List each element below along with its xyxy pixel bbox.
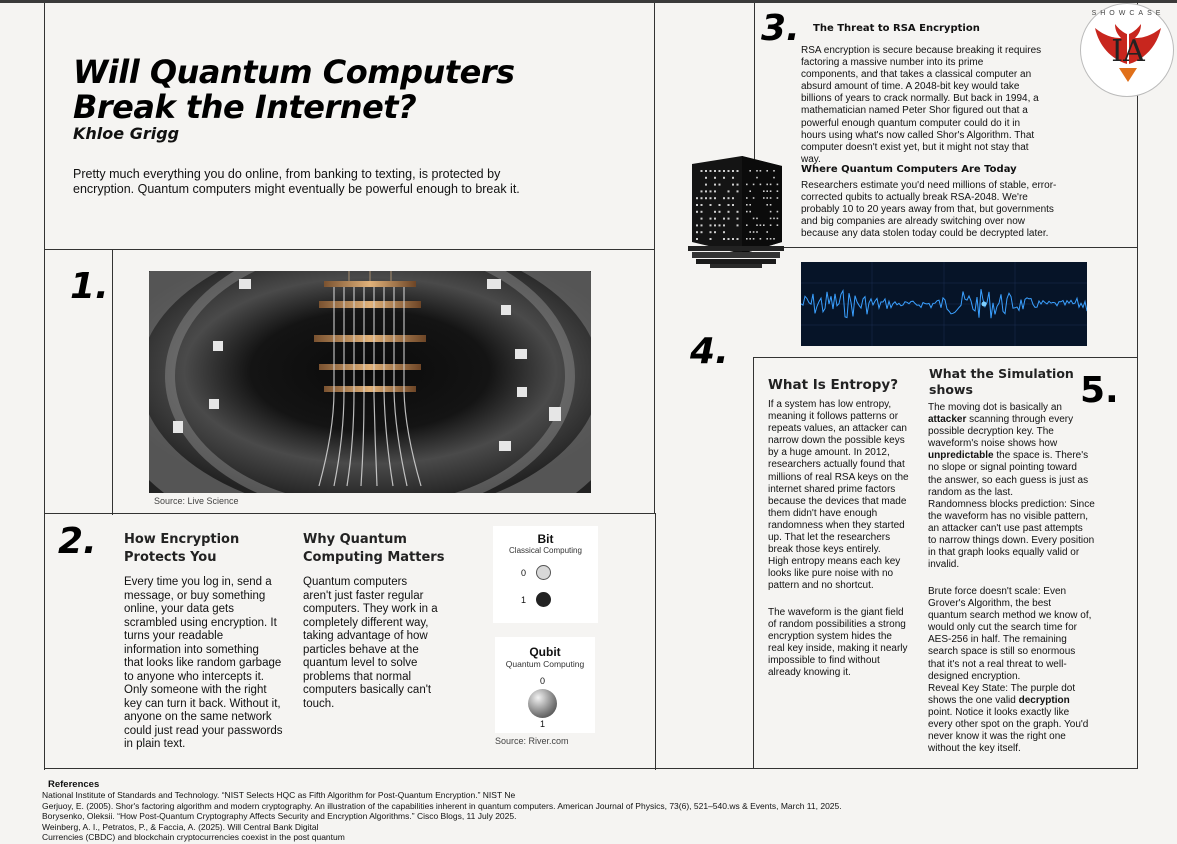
body-line: powerful enough quantum computer could do it in [801,117,1021,129]
divider [44,3,45,513]
section2-col1-body [124,576,296,752]
photo-caption: Source: Live Science [154,496,239,506]
title-line-2: Break the Internet? [73,88,417,126]
section-number-1: 1. [70,266,109,307]
body-line: Researchers estimate you'd need millions of stable, error- [801,180,1057,191]
body-line: and big companies are already switching over now [801,216,1026,228]
body-line: looks like pure noise with no [768,568,894,580]
body-line: If a system has low entropy, [768,399,892,410]
section4-heading: What Is Entropy? [768,377,899,393]
reference-item: Currencies (CBDC) and blockchain cryptocurrencies coexist in the post quantum [42,832,345,842]
body-line: anyone on the same network [124,711,272,723]
body-line: computers basically can't [303,684,432,696]
divider [44,249,655,250]
title-line-1: Will Quantum Computers [73,53,515,91]
body-line: researchers actually found that [768,459,905,471]
body-line: Grover's Algorithm, the best [928,598,1052,610]
body-line: already knowing it. [768,667,851,679]
intro-text: Pretty much everything you do online, from banking to texting, is protected by encryption. Quantum computers might eventually be powerful enough to break it. [73,167,520,196]
top-edge [0,0,1177,3]
qubit-zero-label: 0 [540,676,546,686]
divider [654,3,655,513]
body-line: key can turn it back. Without it, [124,697,281,710]
body-line: them didn't have enough [768,507,878,519]
bit-zero-dot [536,565,551,580]
body-line: hours using what's now called Shor's Algorithm. That [801,129,1035,141]
attacker-dot [982,302,987,307]
body-line: completely different way, [303,616,429,629]
section3-heading: The Threat to RSA Encryption [813,23,980,34]
body-line: the answer, so each guess is just as [928,474,1089,486]
section-number-4: 4. [690,331,729,372]
body-line: up. That let the researchers [768,532,891,544]
body-line: millions of real RSA keys on the [768,471,909,483]
divider [753,357,1137,358]
divider [112,250,113,515]
divider [655,513,656,770]
body-line: Quantum computers [303,576,408,588]
body-line: by a huge amount. In 2012, [768,447,890,459]
body-line: aren't just faster regular [303,589,424,602]
section-number-3: 3. [761,8,800,49]
body-line: every other spot on the graph. You'd [928,719,1089,731]
body-line: turns your readable [124,630,224,642]
body-line: invalid. [928,559,960,571]
page-title [73,55,515,125]
bit-one-label: 1 [521,595,527,605]
body-line: an attacker can't use past attempts [928,522,1083,534]
quantum-cube-image [682,150,790,270]
section2-heading-1: How Encryption Protects You [124,532,240,565]
divider [1137,3,1138,768]
body-line: Brute force doesn't scale: Even [928,586,1067,597]
body-line: real key inside, making it nearly [768,643,908,655]
body-line: computer doesn't exist yet, but it might not stay that [801,141,1029,153]
body-line: billions of years to crack normally. But back in 1994, a [801,93,1039,105]
section3-subheading: Where Quantum Computers Are Today [801,164,1017,175]
divider [754,247,1138,248]
body-line: corrected qubits to actually break RSA-2048. We're [801,192,1028,204]
body-line: would only cut the search time for [928,622,1077,634]
body-line: online, your data gets [124,603,234,615]
body-line: no slope or signal pointing toward [928,462,1077,474]
body-line: designed encryption. [928,670,1021,682]
body-line: probably 10 to 20 years away from that, but governments [801,204,1054,216]
body-line: to narrow things down. Every position [928,535,1095,547]
body-line: particles behave at the [303,643,419,656]
body-line: point. Notice it looks exactly like [928,706,1070,718]
section5-body: The moving dot is basically an attacker scanning through every possible decryption key. The waveform's noise shows how unpredictable the space is. There's no slope or signal pointing toward the answer, so each guess is just as random as the last. Randomness blocks prediction: Since the waveform has no visible pattern, an attacker can't use past attempts to narrow things down. Every position in that graph looks equally valid or invalid. [928,402,1108,571]
divider [44,768,1138,769]
author: Khloe Grigg [73,124,180,143]
body-line: absurd amount of time. A 2048-bit key would take [801,81,1020,93]
section5-heading: What the Simulation shows [929,366,1074,397]
body-line: impossible to find without [768,655,880,667]
qubit-subtitle: Quantum Computing [505,659,585,669]
body-line: narrow down the possible keys [768,435,905,447]
bit-diagram [493,526,598,623]
body-line: Every time you log in, send a [124,576,272,588]
body-line: message, or buy something [124,589,266,602]
qubit-title: Qubit [529,645,561,659]
body-line: High entropy means each key [768,556,901,568]
body-line: break those keys entirely. [768,544,881,556]
divider [44,513,656,514]
body-line: to anyone who intercepts it. [124,670,264,683]
reference-item: Borysenko, Oleksii. “How Post-Quantum Cryptography Affects Security and Encryption Algorithms.” Cisco Blogs, 11 July 2025. [42,811,517,821]
section2-col2-body [303,576,463,711]
body-line: RSA encryption is secure because breaking it requires [801,45,1042,56]
body-line: pattern and no shortcut. [768,580,874,592]
bit-one-dot [536,592,551,607]
body-line: without the key itself. [928,743,1021,755]
section4-body-2 [768,607,928,680]
section3-body-2 [801,180,1101,240]
qubit-sphere [528,689,557,718]
body-line: the waveform has no visible pattern, [928,510,1089,522]
body-line: random as the last. [928,486,1014,498]
bit-title: Bit [537,532,554,546]
body-line: of random possibilities a strong [768,619,906,631]
body-line: AES-256 in half. The remaining [928,634,1067,646]
body-line: that looks like random garbage [124,657,282,669]
body-line: meaning it follows patterns or [768,411,899,423]
diagram-caption: Source: River.com [495,736,569,746]
bit-zero-label: 0 [521,568,527,578]
body-line: randomness when they started [768,519,905,531]
body-line: encryption system hides the [768,631,892,643]
body-line: quantum search method we know of, [928,610,1092,622]
body-line: Randomness blocks prediction: Since [928,498,1095,510]
section4-body [768,399,928,593]
body-line: Reveal Key State: The purple dot [928,682,1076,694]
body-line: in plain text. [124,738,186,750]
body-line: components, and that takes a classical computer an [801,69,1032,81]
divider [753,358,754,768]
body-line: because the devices that made [768,495,907,507]
logo-letters: IA [1111,34,1145,69]
body-line: problems that normal [303,670,412,683]
body-line: never know it was the right one [928,731,1066,743]
quantum-computer-photo [149,271,591,493]
references-list [42,790,842,843]
body-line: could just read your passwords [124,724,283,737]
body-line: The waveform is the giant field [768,607,904,618]
body-line: in that graph looks equally valid or [928,547,1080,559]
reference-item: National Institute of Standards and Technology. “NIST Selects HQC as Fifth Algorithm for Post-Quantum Encryption.” NIST Ne [42,790,516,800]
body-line: quantum level to solve [303,657,418,669]
section5-body-2: Brute force doesn't scale: Even Grover's Algorithm, the best quantum search method we know of, would only cut the search time for AES-256 in half. The remaining search space is still so enormous that it's not a real threat to well- designed encryption. Reveal Key State: The purple dot shows the one valid decryption point. Notice it looks exactly like every other spot on the graph. You'd never know it was the right one without the key itself. [928,586,1108,755]
body-line: that it's not a real threat to well- [928,658,1067,670]
qubit-one-label: 1 [540,719,546,729]
body-line: mathematician named Peter Shor figured out that a [801,105,1028,117]
body-line: Only someone with the right [124,684,267,696]
section-number-5: 5. [1080,370,1119,411]
body-line: factoring a massive number into its prime [801,57,984,69]
body-line: internet shared prime factors [768,483,896,495]
body-line: search space is still so enormous [928,646,1076,658]
section3-body [801,45,1101,166]
logo-ring-text: SHOWCASE [1091,10,1165,17]
entropy-waveform [801,262,1087,346]
body-line: repeats values, an attacker can [768,423,907,435]
body-line: information into something [124,643,259,656]
references-heading: References [48,779,100,790]
qubit-diagram [495,637,595,733]
divider [44,513,45,770]
body-line: scrambled using encryption. It [124,616,277,629]
bit-subtitle: Classical Computing [509,546,582,555]
section-number-2: 2. [58,521,97,562]
body-line: because any data stolen today could be decrypted later. [801,228,1049,240]
body-line: taking advantage of how [303,630,428,642]
section2-heading-2: Why Quantum Computing Matters [303,532,445,565]
reference-item: Gerjuoy, E. (2005). Shor's factoring algorithm and modern cryptography. An illustration of the capabilities inherent in quantum computers. American Journal of Physics, 73(6), 521–540.ws & Events, March 11, 2025. [42,800,842,811]
body-line: way. [801,153,821,165]
body-line: touch. [303,697,335,710]
body-line: computers. They work in a [303,603,438,615]
reference-item: Weinberg, A. I., Petratos, P., & Faccia, A. (2025). Will Central Bank Digital [42,821,319,832]
